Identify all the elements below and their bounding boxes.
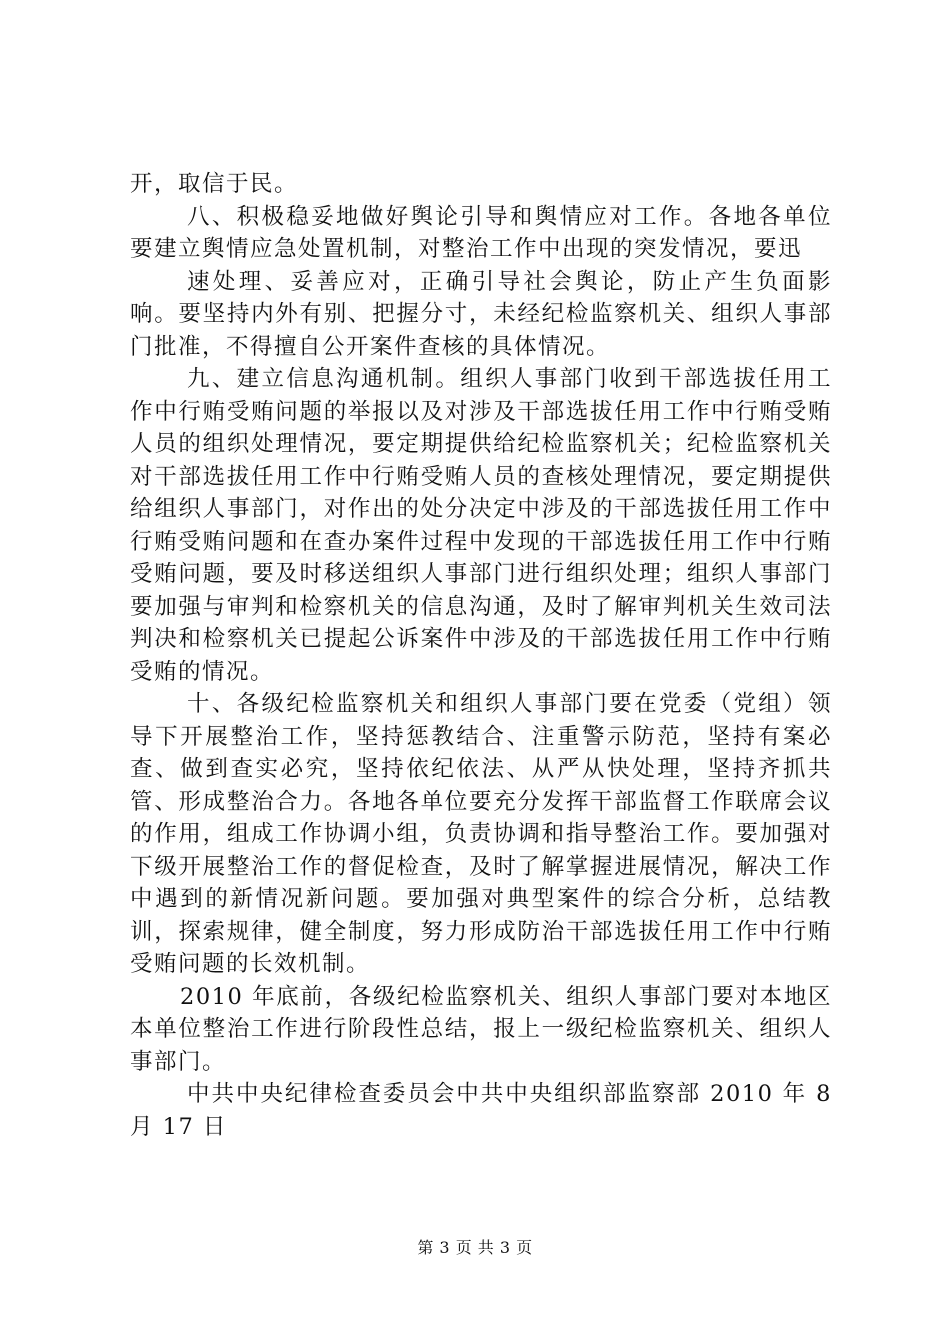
page-footer (0, 1238, 950, 1258)
paragraph-section-10: 十、各级纪检监察机关和组织人事部门要在党委（党组）领导下开展整治工作，坚持惩教结合、注重警示防范，坚持有案必查、做到查实必究，坚持依纪依法、从严从快处理，坚持齐抓共管、形成整治合力。各地各单位要充分发挥干部监督工作联席会议的作用，组成工作协调小组，负责协调和指导整治工作。要加强对下级开展整治工作的督促检查，及时了解掌握进展情况，解决工作中遇到的新情况新问题。要加强对典型案件的综合分析，总结教训，探索规律，健全制度，努力形成防治干部选拔任用工作中行贿受贿问题的长效机制。 (130, 691, 832, 977)
paragraph-section-9: 九、建立信息沟通机制。组织人事部门收到干部选拔任用工作中行贿受贿问题的举报以及对涉及干部选拔任用工作中行贿受贿人员的组织处理情况，要定期提供给纪检监察机关；纪检监察机关对干部选拔任用工作中行贿受贿人员的查核处理情况，要定期提供给组织人事部门，对作出的处分决定中涉及的干部选拔任用工作中行贿受贿问题和在查办案件过程中发现的干部选拔任用工作中行贿受贿问题，要及时移送组织人事部门进行组织处理；组织人事部门要加强与审判和检察机关的信息沟通，及时了解审判机关生效司法判决和检察机关已提起公诉案件中涉及的干部选拔任用工作中行贿受贿的情况。 (130, 366, 832, 685)
paragraph-signature-date: 中共中央纪律检查委员会中共中央组织部监察部 2010 年 8 月 17 日 (130, 1081, 832, 1140)
paragraph-summary-deadline: 2010 年底前，各级纪检监察机关、组织人事部门要对本地区本单位整治工作进行阶段性总结，报上一级纪检监察机关、组织人事部门。 (130, 983, 832, 1075)
page-number-label: 第 3 页 共 3 页 (417, 1238, 533, 1257)
paragraph-section-8-continued: 速处理、妥善应对，正确引导社会舆论，防止产生负面影响。要坚持内外有别、把握分寸，未经纪检监察机关、组织人事部门批准，不得擅自公开案件查核的具体情况。 (130, 268, 832, 360)
paragraph-section-8: 八、积极稳妥地做好舆论引导和舆情应对工作。各地各单位要建立舆情应急处置机制，对整治工作中出现的突发情况，要迅 (130, 203, 832, 262)
document-body (130, 168, 832, 1143)
paragraph-continuation: 开，取信于民。 (130, 171, 299, 197)
